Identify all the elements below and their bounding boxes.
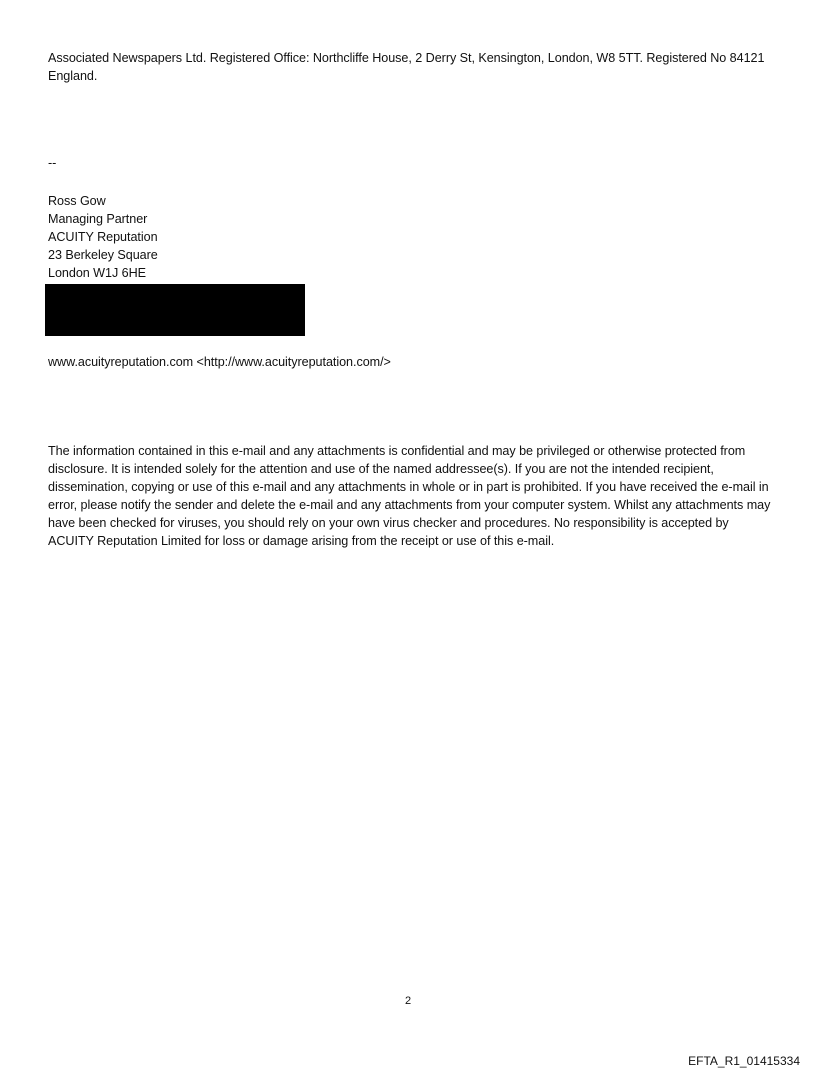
confidentiality-disclaimer: The information contained in this e-mail and any attachments is confidential and may be privileged or otherwise protected from disclosure. It is intended solely for the attention and use of the named addressee(s). If you are not the intended recipient, dissemination, copying or use of this e-mail and any attachments in whole or in part is prohibited. If you have received the e-mail in error, please notify the sender and delete the e-mail and any attachments from your computer system. Whilst any attachments may have been checked for viruses, you should rely on your own virus checker and procedures. No responsibility is accepted by ACUITY Reputation Limited for loss or damage arising from the receipt or use of this e-mail. — [48, 444, 771, 548]
signature-address-line2: London W1J 6HE — [48, 266, 147, 280]
registered-office-text: Associated Newspapers Ltd. Registered Office: Northcliffe House, 2 Derry St, Kensington, London, W8 5TT. Registered No 84121 England. — [48, 51, 765, 83]
signature-address-line1: 23 Berkeley Square — [48, 248, 158, 262]
email-signature — [48, 192, 348, 282]
document-id: EFTA_R1_01415334 — [688, 1054, 800, 1068]
signature-title: Managing Partner — [48, 212, 148, 226]
page-number: 2 — [404, 995, 412, 1007]
signature-company: ACUITY Reputation — [48, 230, 158, 244]
website-link[interactable]: www.acuityreputation.com <http://www.acuityreputation.com/> — [48, 355, 391, 369]
signature-separator: -- — [48, 156, 57, 170]
redaction-block — [45, 284, 305, 336]
signature-name: Ross Gow — [48, 194, 106, 208]
